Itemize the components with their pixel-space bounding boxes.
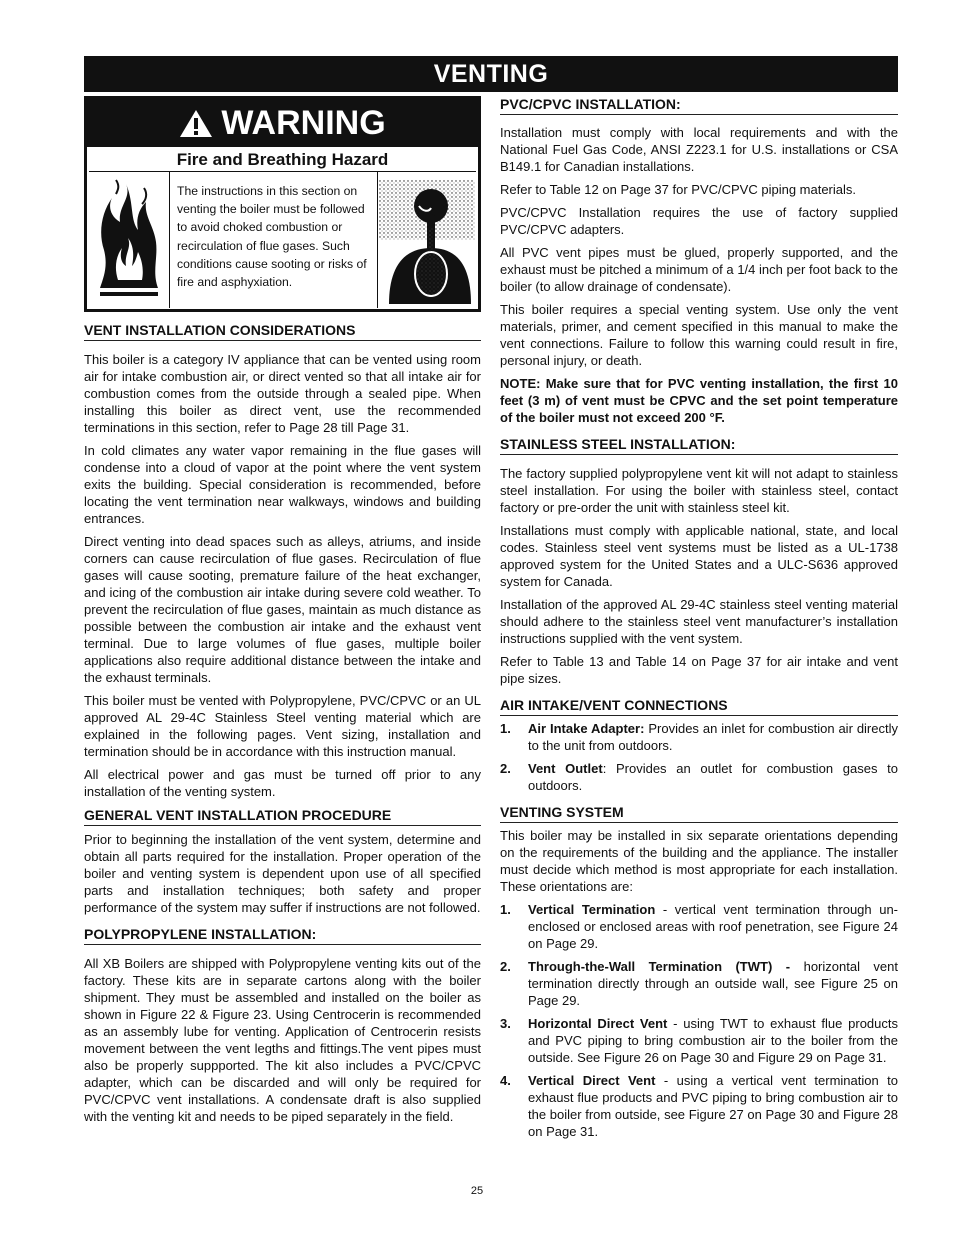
left-column [84, 96, 481, 1125]
pvc-note: NOTE: Make sure that for PVC venting installation, the first 10 feet (3 m) of vent must be CPVC and the set point temperature of the boiler must not exceed 200 °F. [500, 376, 898, 425]
air-intake-heading: AIR INTAKE/VENT CONNECTIONS [500, 697, 898, 716]
list-item: 4. Vertical Direct Vent - using a vertical vent termination to exhaust flue products and PVC piping to bring combustion air to the boiler from outside, see Figure 27 on Page 30 and Figure 28 on Page 31. [500, 1073, 899, 1139]
vent-paragraph-5: All electrical power and gas must be turned off prior to any installation of the venting system. [84, 767, 481, 799]
fire-icon [89, 172, 170, 308]
warning-title: WARNING [221, 103, 386, 142]
stainless-paragraph-1: The factory supplied polypropylene vent kit will not adapt to stainless steel installation. For using the boiler with stainless steel, contact factory or pre-order the unit with stainless steel kit. [500, 466, 898, 515]
pvc-paragraph-3: PVC/CPVC Installation requires the use of factory supplied PVC/CPVC adapters. [500, 205, 898, 237]
orientation-list [500, 901, 898, 1140]
stainless-paragraph-2: Installations must comply with applicable national, state, and local codes. Stainless steel vent systems must be listed as a UL-1738 approved system for the United States and a ULC-S636 approved system for Canada. [500, 523, 898, 589]
venting-system-heading: VENTING SYSTEM [500, 804, 898, 823]
list-item: 1. Air Intake Adapter: Provides an inlet for combustion air directly to the unit from outdoors. [500, 721, 898, 753]
vent-paragraph-4: This boiler must be vented with Polypropylene, PVC/CPVC or an UL approved AL 29-4C Stainless Steel venting material which are explained in the following pages. Vent sizing, installation and termination should be in accordance with this instruction manual. [84, 693, 481, 759]
general-paragraph: Prior to beginning the installation of the vent system, determine and obtain all parts required for the installation. Proper operation of the boiler and venting system is dependent upon use of all specified parts and installation techniques; both safety and proper performance of the system may suffer if instructions are not followed. [84, 832, 481, 915]
list-item: 2. Vent Outlet: Provides an outlet for combustion gases to outdoors. [500, 761, 898, 793]
right-column [500, 96, 898, 1140]
warning-header [87, 99, 478, 147]
venting-system-paragraph: This boiler may be installed in six separate orientations depending on the requirements of the building and the appliance. The installer must decide which method is most appropriate for each installation. These orientations are: [500, 828, 898, 894]
air-intake-list [500, 720, 898, 794]
polypropylene-heading: POLYPROPYLENE INSTALLATION: [84, 926, 481, 945]
vent-considerations-heading: VENT INSTALLATION CONSIDERATIONS [84, 322, 481, 341]
vent-paragraph-2: In cold climates any water vapor remaining in the flue gases will condense into a cloud of vapor at the point where the vent system exits the building. Special consideration is recommended, before locating the vent termination near walkways, windows and building entrances. [84, 443, 481, 526]
section-banner: VENTING [84, 56, 898, 92]
pvc-paragraph-5: This boiler requires a special venting system. Use only the vent materials, primer, and cement specified in this manual to make the vent connections. Failure to follow this warning could result in fire, personal injury, or death. [500, 302, 898, 368]
list-item: 1. Vertical Termination - vertical vent termination through un-enclosed or enclosed areas with roof penetration, see Figure 24 on Page 29. [500, 902, 899, 951]
page-number: 25 [470, 1185, 484, 1197]
pvc-paragraph-2: Refer to Table 12 on Page 37 for PVC/CPVC piping materials. [500, 182, 857, 197]
warning-body [89, 172, 476, 308]
vent-paragraph-3: Direct venting into dead spaces such as alleys, atriums, and inside corners can cause recirculation of flue gases. Recirculation of flue gases will cause sooting, premature failure of the heat exchanger, and icing of the combustion air intake during severe cold weather. To prevent the recirculation of flue gases, maintain as much distance as possible between the combustion air intake and the exhaust vent terminal. Due to large volumes of flue gases, multiple boiler applications also require additional distance between the intake and the exhaust terminals. [84, 534, 481, 685]
vent-paragraph-1: This boiler is a category IV appliance that can be vented using room air for intake combustion air, or direct vented so that all intake air for combustion comes from the outside through a sealed pipe. When installing this boiler as direct vent, use the recommended terminations in this section, refer to Page 28 till Page 31. [84, 352, 481, 435]
warning-box [84, 96, 481, 312]
stainless-heading: STAINLESS STEEL INSTALLATION: [500, 436, 898, 455]
pvc-heading: PVC/CPVC INSTALLATION: [500, 96, 898, 115]
list-item: 3. Horizontal Direct Vent - using TWT to exhaust flue products and PVC piping to bring combustion air to the boiler from the outside. See Figure 26 on Page 30 and Figure 29 on Page 31. [500, 1016, 899, 1065]
general-procedure-heading: GENERAL VENT INSTALLATION PROCEDURE [84, 807, 481, 826]
breathing-hazard-icon [377, 172, 476, 308]
polypropylene-paragraph: All XB Boilers are shipped with Polypropylene venting kits out of the factory. These kits are in separate cartons along with the boiler shipment. They must be assembled and installed on the boiler as shown in Figure 22 & Figure 23. Using Centrocerin is recommended as an assembly lube for venting. Application of Centrocerin resists movement between the vent legths and fittings.The vent pipes must also be properly suppported. The kit also includes a PVC/CPVC adapter, which can be discarded and will only be required for PVC/CPVC vent installations. A condensate draft is also supplied with the venting kit and needs to be piped separately in the field. [84, 956, 481, 1124]
warning-subtitle: Fire and Breathing Hazard [89, 147, 476, 172]
pvc-paragraph-1: Installation must comply with local requirements and with the National Fuel Gas Code, ANSI Z223.1 for U.S. installations or CSA B149.1 for Canadian installations. [500, 125, 898, 174]
warning-triangle-icon [179, 108, 213, 138]
stainless-paragraph-3: Installation of the approved AL 29-4C stainless steel venting material should adhere to the stainless steel vent manufacturer’s installation instructions supplied with the vent system. [500, 597, 898, 646]
pvc-paragraph-4: All PVC vent pipes must be glued, properly supported, and the exhaust must be pitched a minimum of a 1/4 inch per foot back to the boiler (to allow drainage of condensate). [500, 245, 898, 294]
warning-text: The instructions in this section on venting the boiler must be followed to avoid choked combustion or recirculation of flue gases. Such conditions cause sooting or risks of fire and asphyxiation. [177, 184, 367, 290]
stainless-paragraph-4: Refer to Table 13 and Table 14 on Page 37 for air intake and vent pipe sizes. [500, 654, 898, 686]
list-item: 2. Through-the-Wall Termination (TWT) - horizontal vent termination directly through an outside wall, see Figure 25 on Page 29. [500, 959, 898, 1008]
